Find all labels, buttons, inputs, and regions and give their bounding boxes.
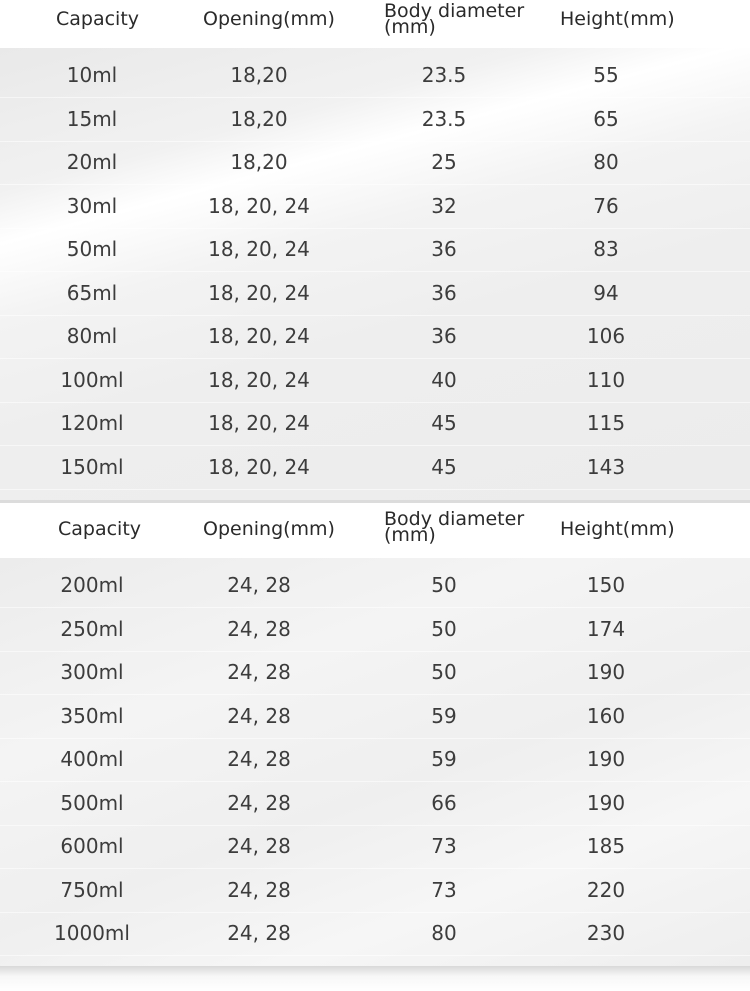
- header-body-diameter: [384, 0, 525, 38]
- body-diameter-cell: 50: [431, 616, 457, 641]
- header-body-diameter-line1: Body diameter: [384, 0, 525, 22]
- table-row: [0, 272, 750, 316]
- table-row: [0, 54, 750, 98]
- capacity-cell: 150ml: [60, 454, 124, 479]
- opening-cell: 18, 20, 24: [208, 193, 310, 218]
- height-cell: 115: [586, 411, 626, 435]
- body-diameter-cell: 80: [431, 921, 457, 945]
- capacity-cell: 20ml: [66, 150, 118, 174]
- capacity-cell: 100ml: [60, 367, 124, 392]
- table-row: [0, 228, 750, 272]
- table-row: [0, 564, 750, 608]
- opening-cell: 24, 28: [227, 747, 291, 771]
- table-row: [0, 825, 750, 869]
- table1-body: [0, 48, 750, 500]
- body-diameter-cell: 40: [431, 367, 457, 392]
- table2-header: [0, 503, 750, 558]
- height-cell: 110: [586, 367, 626, 392]
- opening-cell: 18, 20, 24: [208, 367, 310, 392]
- capacity-cell: 750ml: [60, 877, 124, 902]
- opening-cell: 24, 28: [227, 660, 291, 684]
- opening-cell: 18, 20, 24: [208, 237, 310, 261]
- table-row: [0, 98, 750, 142]
- table-row: [0, 402, 750, 446]
- body-diameter-cell: 23.5: [421, 106, 467, 131]
- height-cell: 190: [586, 747, 626, 771]
- capacity-cell: 350ml: [60, 703, 124, 728]
- body-diameter-cell: 59: [431, 747, 457, 771]
- capacity-cell: 300ml: [60, 660, 124, 684]
- capacity-cell: 400ml: [60, 747, 124, 771]
- opening-cell: 18, 20, 24: [208, 324, 310, 348]
- table2-body: [0, 558, 750, 966]
- height-cell: 76: [593, 193, 619, 218]
- header-body-diameter: [384, 508, 525, 546]
- body-diameter-cell: 66: [431, 790, 457, 815]
- capacity-cell: 120ml: [60, 411, 124, 435]
- page-footer-shadow: [0, 966, 750, 991]
- body-diameter-cell: 45: [431, 454, 457, 479]
- body-diameter-cell: 59: [431, 703, 457, 728]
- header-capacity: Capacity: [58, 518, 142, 540]
- body-diameter-cell: 25: [431, 150, 457, 174]
- capacity-cell: 15ml: [66, 106, 118, 131]
- opening-cell: 24, 28: [227, 921, 291, 945]
- table-row: [0, 608, 750, 652]
- height-cell: 220: [586, 877, 626, 902]
- capacity-cell: 30ml: [66, 193, 118, 218]
- capacity-cell: 1000ml: [54, 921, 130, 945]
- body-diameter-cell: 73: [431, 877, 457, 902]
- body-diameter-cell: 23.5: [421, 63, 467, 87]
- table-row: [0, 651, 750, 695]
- capacity-cell: 200ml: [60, 573, 124, 597]
- height-cell: 83: [593, 237, 619, 261]
- height-cell: 106: [586, 324, 626, 348]
- capacity-cell: 600ml: [60, 834, 124, 858]
- body-diameter-cell: 32: [431, 193, 457, 218]
- height-cell: 94: [593, 280, 619, 305]
- opening-cell: 24, 28: [227, 616, 291, 641]
- capacity-cell: 500ml: [60, 790, 124, 815]
- header-height: Height(mm): [560, 518, 675, 540]
- header-capacity: Capacity: [56, 8, 140, 30]
- capacity-cell: 50ml: [66, 237, 118, 261]
- opening-cell: 18,20: [230, 150, 288, 174]
- height-cell: 190: [586, 790, 626, 815]
- header-opening: Opening(mm): [203, 518, 335, 540]
- height-cell: 174: [586, 616, 626, 641]
- opening-cell: 24, 28: [227, 877, 291, 902]
- table-row: [0, 869, 750, 913]
- height-cell: 143: [586, 454, 626, 479]
- opening-cell: 24, 28: [227, 703, 291, 728]
- opening-cell: 18, 20, 24: [208, 280, 310, 305]
- table-row: [0, 141, 750, 185]
- opening-cell: 24, 28: [227, 790, 291, 815]
- opening-cell: 18,20: [230, 106, 288, 131]
- body-diameter-cell: 36: [431, 237, 457, 261]
- table-row: [0, 359, 750, 403]
- height-cell: 190: [586, 660, 626, 684]
- height-cell: 150: [586, 573, 626, 597]
- body-diameter-cell: 36: [431, 280, 457, 305]
- body-diameter-cell: 73: [431, 834, 457, 858]
- opening-cell: 18, 20, 24: [208, 411, 310, 435]
- height-cell: 185: [586, 834, 626, 858]
- header-body-diameter-line1: Body diameter: [384, 508, 525, 530]
- table-row: [0, 738, 750, 782]
- capacity-cell: 65ml: [66, 280, 118, 305]
- opening-cell: 18,20: [230, 63, 288, 87]
- body-diameter-cell: 50: [431, 573, 457, 597]
- table-row: [0, 782, 750, 826]
- height-cell: 80: [593, 150, 619, 174]
- header-body-diameter-line2: (mm): [384, 524, 436, 546]
- table-row: [0, 185, 750, 229]
- header-body-diameter-line2: (mm): [384, 16, 436, 38]
- height-cell: 230: [586, 921, 626, 945]
- body-diameter-cell: 36: [431, 324, 457, 348]
- body-diameter-cell: 45: [431, 411, 457, 435]
- table-row: [0, 912, 750, 956]
- body-diameter-cell: 50: [431, 660, 457, 684]
- table-row: [0, 695, 750, 739]
- table-row: [0, 315, 750, 359]
- capacity-cell: 250ml: [60, 616, 124, 641]
- capacity-cell: 80ml: [66, 324, 118, 348]
- header-opening: Opening(mm): [203, 8, 335, 30]
- height-cell: 55: [593, 63, 619, 87]
- opening-cell: 24, 28: [227, 834, 291, 858]
- table1-header: [0, 0, 750, 48]
- table-row: [0, 446, 750, 490]
- opening-cell: 18, 20, 24: [208, 454, 310, 479]
- opening-cell: 24, 28: [227, 573, 291, 597]
- header-height: Height(mm): [560, 8, 675, 30]
- height-cell: 65: [593, 106, 619, 131]
- capacity-cell: 10ml: [66, 63, 118, 87]
- height-cell: 160: [586, 703, 626, 728]
